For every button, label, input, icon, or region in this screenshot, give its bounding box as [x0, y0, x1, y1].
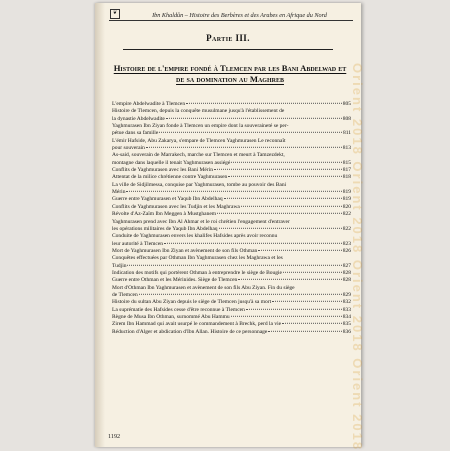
- toc-dot-leader: [186, 103, 342, 104]
- toc-entry-line: Mort d'Othman Ibn Yaghmurasen et avènement de son fils Abu Ziyan. Fin du siège: [112, 284, 295, 291]
- toc-entry: [112, 167, 351, 174]
- toc-entry-line: Yaghmurasen Ibn Ziyan fonde à Tlemcen un empire dont la souveraineté se per-: [112, 123, 289, 130]
- toc-entry-line: As-said, souverain de Marrakech, marche sur Tlemcen et meurt à Tamzezdekt,: [112, 152, 285, 159]
- toc-page-number: 835: [342, 321, 351, 328]
- toc-page-number: 829: [342, 291, 351, 298]
- toc-entry: [112, 307, 351, 314]
- toc-page-number: 828: [342, 277, 351, 284]
- toc-entry: [112, 321, 351, 328]
- toc-entry-final-line: [112, 241, 351, 248]
- toc-dot-leader: [238, 279, 341, 280]
- toc-page-number: 813: [342, 145, 351, 152]
- toc-entry-final-line: [112, 145, 351, 152]
- toc-entry-final-line: [112, 196, 351, 203]
- part-divider: [123, 49, 333, 50]
- toc-dot-leader: [282, 323, 342, 324]
- toc-entry: [112, 101, 351, 108]
- toc-entry: [112, 138, 351, 153]
- toc-entry-text: Conflits de Yaghmurasen avec les Bani Mérin: [112, 167, 213, 174]
- toc-dot-leader: [127, 264, 341, 265]
- part-title: Partie III.: [206, 33, 250, 43]
- toc-entry-text: la dynastie Abdelwadite: [112, 115, 165, 122]
- toc-entry-text: Attentat de la milice chrétienne contre Yaghmurasen: [112, 174, 228, 181]
- toc-entry-text: Histoire du sultan Abu Ziyan depuis le siège de Tlemcen jusqu'à sa mort: [112, 299, 272, 306]
- toc-entry-final-line: [112, 160, 351, 167]
- toc-entry-text: Indication des motifs qui portèrent Othman à entreprendre le siège de Bougie: [112, 269, 282, 276]
- toc-entry-final-line: [112, 189, 351, 196]
- toc-entry: [112, 123, 351, 138]
- toc-dot-leader: [224, 198, 342, 199]
- toc-entry-text: La suprématie des Hafsides cesse d'être reconnue à Tlemcen: [112, 306, 245, 313]
- toc-dot-leader: [272, 301, 342, 302]
- page-number: 1192: [108, 433, 121, 440]
- book-page: [95, 3, 365, 451]
- toc-page-number: 833: [342, 306, 351, 313]
- toc-page-number: 820: [342, 203, 351, 210]
- toc-dot-leader: [268, 330, 341, 331]
- toc-entry-final-line: [112, 174, 351, 181]
- toc-entry: [112, 196, 351, 203]
- toc-dot-leader: [258, 250, 341, 251]
- toc-page-number: 832: [342, 299, 351, 306]
- toc-entry-final-line: [112, 270, 351, 277]
- toc-dot-leader: [283, 272, 342, 273]
- toc-dot-leader: [159, 132, 342, 133]
- publisher-logo-icon: ❦: [110, 9, 120, 19]
- toc-entry-text: Guerre entre Othman et les Mérinides. Siège de Tlemcen: [112, 277, 238, 284]
- toc-dot-leader: [231, 316, 342, 317]
- toc-entry-text: Réduction d'Alger et abdication d'Ibn Allan. Histoire de ce personnage: [112, 328, 268, 335]
- toc-entry-text: Tudjin: [112, 262, 127, 269]
- toc-dot-leader: [217, 213, 342, 214]
- toc-page-number: 822: [342, 225, 351, 232]
- toc-page-number: 826: [342, 247, 351, 254]
- toc-entry-line: Histoire de Tlemcen, depuis la conquête musulmane jusqu'à l'établissement de: [112, 108, 285, 115]
- toc-entry-line: L'émir Hafside, Abu Zakarya, s'empare de Tlemcen Yaghmurasen Le reconnaît: [112, 137, 286, 144]
- toc-entry-final-line: [112, 116, 351, 123]
- toc-dot-leader: [126, 191, 341, 192]
- toc-page-number: 836: [342, 328, 351, 335]
- toc-entry-final-line: [112, 211, 351, 218]
- toc-page-number: 834: [342, 313, 351, 320]
- toc-entry-final-line: [112, 167, 351, 174]
- toc-entry-text: les opérations militaires de Yaqub Ibn Abdelhaq: [112, 225, 218, 232]
- section-heading: Histoire de l'empire fondé à Tlemcen par les Bani Abdelwad et de sa domination au Maghreb: [113, 63, 347, 84]
- toc-entry: [112, 211, 351, 218]
- toc-entry-final-line: [112, 101, 351, 108]
- toc-page-number: 827: [342, 262, 351, 269]
- toc-entry: [112, 182, 351, 197]
- toc-dot-leader: [219, 228, 342, 229]
- watermark: Orient 2018 Orient 2018 Orient 2018 Orient 2018: [350, 63, 365, 451]
- header-title: Ibn Khaldûn – Histoire des Berbères et des Arabes en Afrique du Nord: [152, 12, 327, 19]
- toc-entry-text: montagne dans laquelle il tenait Yaghmurasen assiégé: [112, 159, 231, 166]
- toc-page-number: 819: [342, 189, 351, 196]
- toc-entry-final-line: [112, 292, 351, 299]
- toc-entry: [112, 204, 351, 211]
- toc-entry-text: Conflits de Yaghmurasen avec les Tudjin et les Maghrawa: [112, 203, 240, 210]
- table-of-contents: [112, 101, 351, 336]
- toc-entry-line: La ville de Sidjilmessa, conquise par Yaghmurasen, tombe au pouvoir des Bani: [112, 181, 287, 188]
- toc-dot-leader: [214, 169, 342, 170]
- toc-dot-leader: [231, 162, 341, 163]
- toc-entry: [112, 233, 351, 248]
- toc-entry-final-line: [112, 204, 351, 211]
- toc-entry: [112, 329, 351, 336]
- toc-entry-text: Zirem Ibn Hammad qui avait usurpé le commandement à Brechk, perd la vie: [112, 321, 282, 328]
- toc-page-number: 805: [342, 101, 351, 107]
- toc-entry-line: Conquêtes effectuées par Othman Ibn Yaghmurasen chez les Maghrawa et les: [112, 255, 283, 262]
- toc-entry-final-line: [112, 130, 351, 137]
- toc-entry-final-line: [112, 299, 351, 306]
- toc-entry-text: Guerre entre Yaghmurasen et Yaqub Ibn Abdelhaq: [112, 196, 223, 203]
- toc-entry-text: leur autorité à Tlemcen: [112, 240, 164, 247]
- toc-entry: [112, 174, 351, 181]
- toc-entry-text: pétue dans sa famille: [112, 130, 159, 137]
- toc-page-number: 808: [342, 115, 351, 122]
- toc-entry: [112, 299, 351, 306]
- toc-entry-final-line: [112, 307, 351, 314]
- toc-entry: [112, 108, 351, 123]
- toc-entry-final-line: [112, 329, 351, 336]
- toc-entry-text: de Tlemcen: [112, 291, 138, 298]
- toc-entry-final-line: [112, 321, 351, 328]
- page-spine-shadow: [95, 3, 105, 447]
- toc-entry: [112, 152, 351, 167]
- toc-entry-text: Règne de Musa Ibn Othman, surnommé Abu Hammu: [112, 313, 230, 320]
- toc-entry-text: Mort de Yaghmurasen Ibn Ziyan et avènement de son fils Othman: [112, 247, 258, 254]
- toc-dot-leader: [139, 294, 342, 295]
- toc-entry: [112, 277, 351, 284]
- toc-entry: [112, 285, 351, 300]
- toc-entry-text: pour souverain: [112, 145, 145, 152]
- toc-entry-text: Révolte d'Az-Zaïm Ibn Meggen à Mustghanem: [112, 211, 217, 218]
- toc-entry-final-line: [112, 263, 351, 270]
- toc-page-number: 817: [342, 167, 351, 174]
- toc-entry-text: L'empire Abdelwadite à Tlemcen: [112, 101, 186, 107]
- toc-entry-line: Yaghmurasen prend avec Ibn Al Ahmar et le roi chrétien l'engagement d'entraver: [112, 218, 290, 225]
- toc-page-number: 822: [342, 211, 351, 218]
- toc-dot-leader: [166, 117, 342, 118]
- toc-entry-text: Mérin: [112, 189, 126, 196]
- toc-entry-final-line: [112, 277, 351, 284]
- toc-entry-line: Conduite de Yaghmurasen envers les khalifes Hafsides après avoir reconnu: [112, 233, 278, 240]
- toc-dot-leader: [228, 176, 341, 177]
- toc-page-number: 823: [342, 240, 351, 247]
- toc-dot-leader: [146, 147, 342, 148]
- running-header: [109, 8, 353, 21]
- toc-entry: [112, 219, 351, 234]
- toc-entry-final-line: [112, 314, 351, 321]
- toc-page-number: 811: [342, 130, 351, 137]
- toc-entry: [112, 255, 351, 270]
- toc-page-number: 819: [342, 196, 351, 203]
- toc-dot-leader: [241, 206, 342, 207]
- toc-entry: [112, 270, 351, 277]
- toc-page-number: 828: [342, 269, 351, 276]
- toc-page-number: 818: [342, 174, 351, 181]
- toc-dot-leader: [246, 308, 342, 309]
- toc-page-number: 815: [342, 159, 351, 166]
- toc-entry: [112, 314, 351, 321]
- toc-dot-leader: [164, 242, 342, 243]
